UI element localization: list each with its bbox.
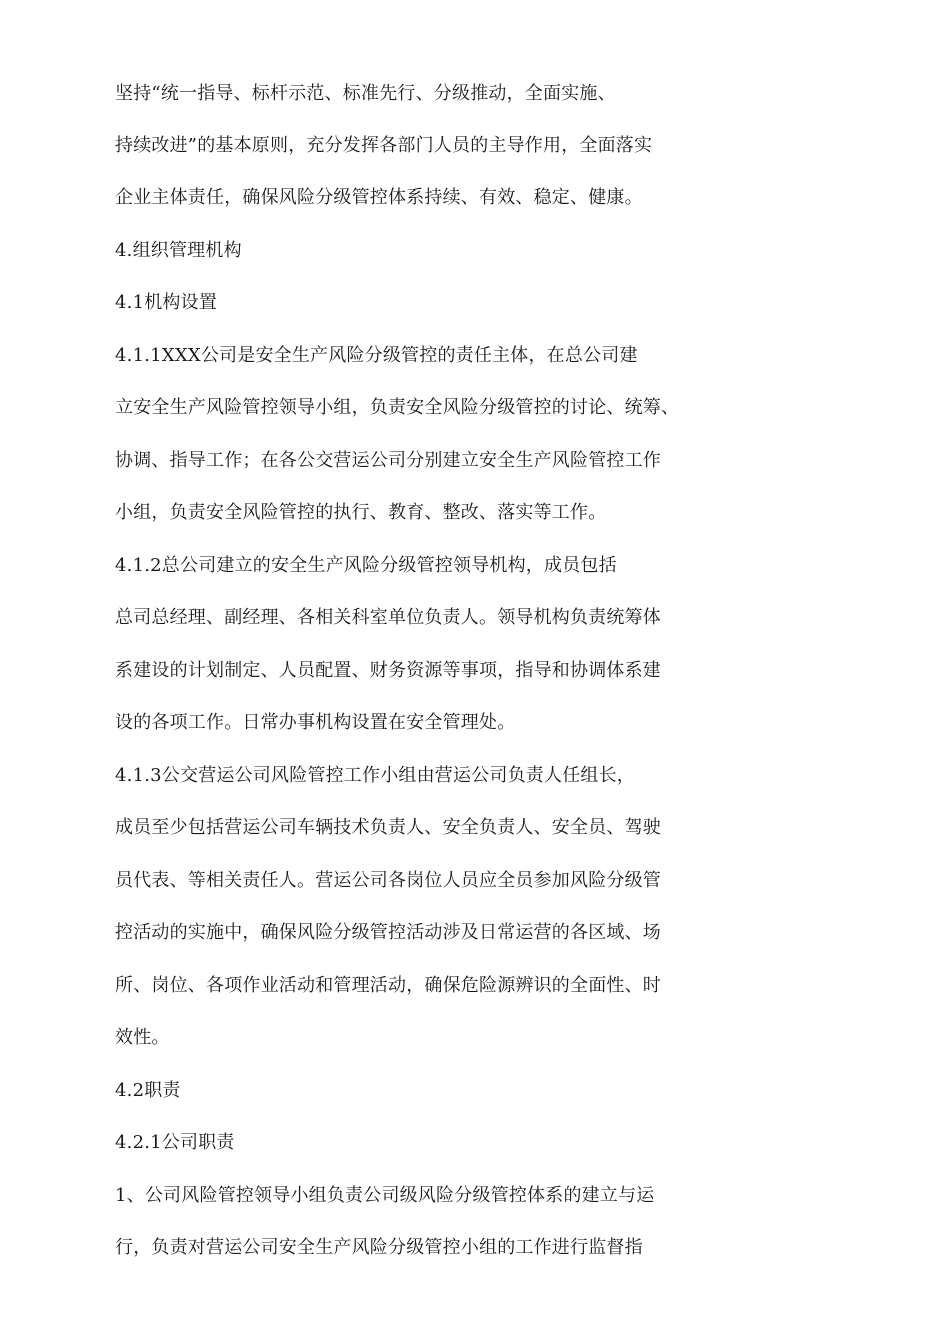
subsection-heading: 4.1机构设置	[115, 292, 218, 313]
paragraph-line: 4.1.3公交营运公司风险管控工作小组由营运公司负责人任组长，	[115, 765, 635, 786]
paragraph-line: 1、公司风险管控领导小组负责公司级风险分级管控体系的建立与运	[115, 1185, 655, 1206]
paragraph-line: 坚持“统一指导、标杆示范、标准先行、分级推动，全面实施、	[115, 83, 616, 104]
paragraph-line: 协调、指导工作；在各公交营运公司分别建立安全生产风险管控工作	[115, 450, 661, 471]
paragraph-line: 行，负责对营运公司安全生产风险分级管控小组的工作进行监督指	[115, 1237, 643, 1258]
paragraph-line: 总司总经理、副经理、各相关科室单位负责人。领导机构负责统筹体	[115, 607, 661, 628]
paragraph-line: 系建设的计划制定、人员配置、财务资源等事项，指导和协调体系建	[115, 660, 661, 681]
paragraph-line: 企业主体责任，确保风险分级管控体系持续、有效、稳定、健康。	[115, 187, 643, 208]
subsection-heading: 4.2.1公司职责	[115, 1132, 235, 1153]
paragraph-line: 控活动的实施中，确保风险分级管控活动涉及日常运营的各区域、场	[115, 922, 661, 943]
paragraph-line: 员代表、等相关责任人。营运公司各岗位人员应全员参加风险分级管	[115, 870, 661, 891]
paragraph-line: 设的各项工作。日常办事机构设置在安全管理处。	[115, 712, 516, 733]
section-heading: 4.组织管理机构	[115, 240, 242, 261]
paragraph-line: 持续改进”的基本原则，充分发挥各部门人员的主导作用，全面落实	[115, 135, 653, 156]
paragraph-line: 4.1.1XXX公司是安全生产风险分级管控的责任主体，在总公司建	[115, 345, 638, 366]
paragraph-line: 立安全生产风险管控领导小组，负责安全风险分级管控的讨论、统筹、	[115, 397, 680, 418]
paragraph-line: 4.1.2总公司建立的安全生产风险分级管控领导机构，成员包括	[115, 555, 617, 576]
paragraph-line: 所、岗位、各项作业活动和管理活动，确保危险源辨识的全面性、时	[115, 975, 661, 996]
paragraph-line: 成员至少包括营运公司车辆技术负责人、安全负责人、安全员、驾驶	[115, 817, 661, 838]
subsection-heading: 4.2职责	[115, 1080, 181, 1101]
paragraph-line: 效性。	[115, 1027, 170, 1048]
paragraph-line: 小组，负责安全风险管控的执行、教育、整改、落实等工作。	[115, 502, 607, 523]
